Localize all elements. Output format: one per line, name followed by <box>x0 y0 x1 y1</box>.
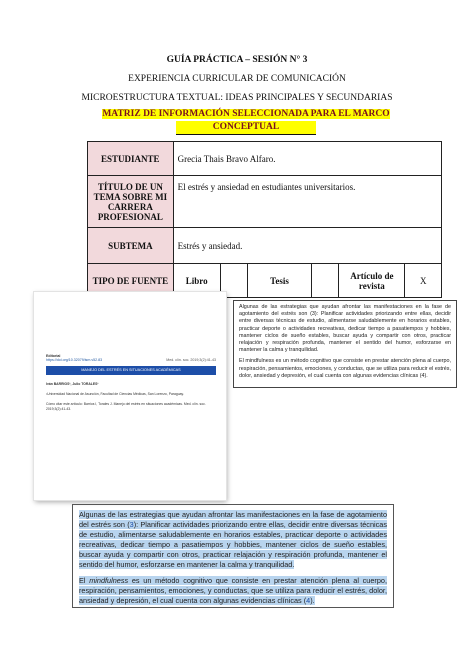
source-book: Libro <box>173 264 220 298</box>
excerpt-paragraph-2: El mindfulness es un método cognitivo que consiste en prestar atención plena al cuerpo, respiración, pensamientos, emociones, y conductas, que se utiliza para reducir el estrés, dolor, ansiedad y depresión, el cual cuenta con algunas evidencias clínicas (4). <box>239 358 451 379</box>
article-authors: Iván BARRIOS¹, Julio TORALES¹ <box>46 382 99 386</box>
hl-p1-a: Algunas de las estrategias que ayudan afrontar las manifestaciones en la fase de agotamiento del estrés son ( <box>79 510 387 529</box>
hl-p2-c: ). <box>310 596 315 605</box>
excerpt-box <box>233 300 457 388</box>
highlighted-paragraph-2 <box>79 576 387 606</box>
title-label: TÍTULO DE UN TEMA SOBRE MI CARRERA PROFESIONAL <box>88 176 174 228</box>
excerpt-paragraph-1: Algunas de las estrategias que ayudan afrontar las manifestaciones en la fase de agotamiento del estrés son (3): Planificar actividades priorizando entre ellas, decidir entre diversas técnicas de estudio, alimentarse saludablemente en horarios estables, practicar deporte o actividades recreativas, dedicar tiempo a pasatiempos y hobbies, mantener ciclos de sueño estables, buscar ayuda y compartir con otros, practicar relajación y respiración profunda, mantener el sentido del humor, esforzarse en mantener la calma y tranquilidad. <box>239 304 451 354</box>
row-subtopic <box>88 228 442 264</box>
student-label: ESTUDIANTE <box>88 142 174 176</box>
source-article-check: X <box>405 264 442 298</box>
student-value: Grecia Thais Bravo Alfaro. <box>173 142 441 176</box>
matrix-heading <box>96 108 396 135</box>
article-cite-as: Cómo citar este artículo: Barrios I, Torales J. Manejo del estrés en situaciones académicas. Med. clín. soc. 2019;3(2):41-43. <box>46 402 206 411</box>
row-title <box>88 176 442 228</box>
hl-p2-b: es un método cognitivo que consiste en prestar atención plena al cuerpo, respiración, pensamientos, emociones, y conductas, que se utiliza para reducir el estrés, dolor, ansiedad y depresión, el cual cuenta con algunas evidencias clínicas ( <box>79 576 387 605</box>
information-matrix <box>87 141 442 298</box>
hl-p2-a: El <box>79 576 90 585</box>
article-editorial: Editorial <box>46 354 61 358</box>
experience-title: EXPERIENCIA CURRICULAR DE COMUNICACIÓN <box>128 74 346 84</box>
guide-title: GUÍA PRÁCTICA – SESIÓN N° 3 <box>166 55 308 65</box>
row-student <box>88 142 442 176</box>
source-article: Artículo de revista <box>339 264 405 298</box>
highlighted-excerpt-box <box>72 504 394 608</box>
matrix-heading-line1: MATRIZ DE INFORMACIÓN SELECCIONADA PARA EL MARCO <box>102 109 390 119</box>
source-label: TIPO DE FUENTE <box>88 264 174 298</box>
title-value: El estrés y ansiedad en estudiantes universitarios. <box>173 176 441 228</box>
article-thumbnail <box>34 292 226 500</box>
subtopic-value: Estrés y ansiedad. <box>173 228 441 264</box>
hl-ref-3: 3 <box>129 520 134 529</box>
article-doi: https://doi.org/10.32079/ism.v52.83 <box>46 358 103 362</box>
article-citation: Med. clín. soc. 2019;3(2):41-43 <box>166 358 216 362</box>
article-affiliation: ¹Universidad Nacional de Asunción, Facultad de Ciencias Médicas, San Lorenzo, Paraguay. <box>46 392 184 396</box>
matrix-heading-line2: CONCEPTUAL <box>176 121 316 135</box>
article-heading: MANEJO DEL ESTRÉS EN SITUACIONES ACADÉMICAS <box>46 366 216 375</box>
hl-mindfulness: mindfulness <box>89 576 129 585</box>
subtopic-label: SUBTEMA <box>88 228 174 264</box>
highlighted-paragraph-1 <box>79 510 387 570</box>
article-meta <box>46 354 216 362</box>
source-thesis: Tesis <box>247 264 312 298</box>
topic-title: MICROESTRUCTURA TEXTUAL: IDEAS PRINCIPALES Y SECUNDARIAS <box>81 93 393 103</box>
source-thesis-check <box>312 264 339 298</box>
hl-ref-4: 4 <box>306 596 311 605</box>
hl-p1-b: ): Planificar actividades priorizando entre ellas, decidir entre diversas técnicas de estudio, alimentarse saludablemente en horarios estables, practicar deporte o actividades recreativas, dedicar tiempo a pasatiempos y hobbies, mantener ciclos de sueño estables, buscar ayuda y compartir con otros, practicar relajación y respiración profunda, mantener el sentido del humor, esforzarse en mantener la calma y tranquilidad. <box>79 520 387 569</box>
